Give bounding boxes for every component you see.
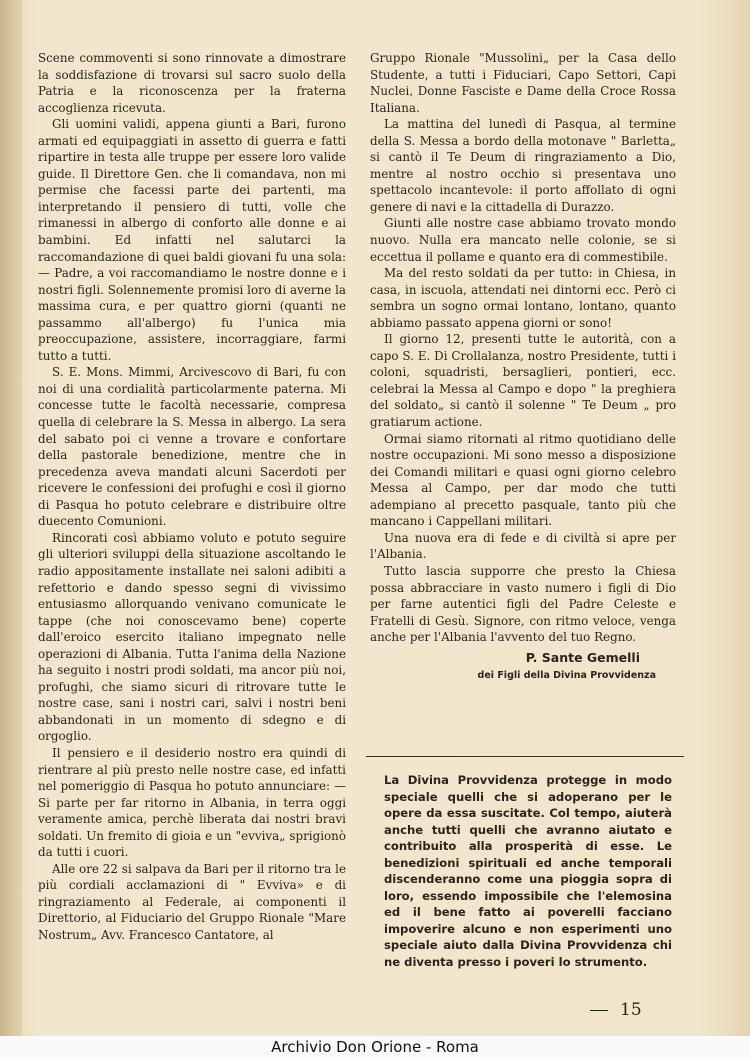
paragraph: La mattina del lunedì di Pasqua, al termine della S. Messa a bordo della motonave " Barletta„ si cantò il Te Deum di ringraziamento a Dio, mentre al nostro occhio si presentava uno spettacolo incantevole: il porto affollato di ogni genere di navi e la cittadella di Durazzo.	[370, 117, 676, 214]
page-number-dash	[590, 1010, 608, 1011]
signature-congregation: dei Figli della Divina Provvidenza	[477, 670, 656, 682]
paragraph: Ormai siamo ritornati al ritmo quotidiano delle nostre occupazioni. Mi sono messo a disposizione dei Comandi militari e quasi ogni giorno celebro Messa al Campo, per dar modo che tutti adempiano al precetto pasquale, tanto più che mancano i Cappellani militari.	[370, 431, 676, 529]
paragraph: Il pensiero e il desiderio nostro era quindi di rientrare al più presto nelle nostre case, ed infatti nel pomeriggio di Pasqua ho potuto annunciare: — Si parte per far ritorno in Albania, in terra oggi veramente amica, perchè liberata dai nostri bravi soldati. Un fremito di gioia e un "evviva„ sprigionò da tutti i cuori.	[38, 745, 346, 860]
paragraph: Gli uomini validi, appena giunti a Bari, furono armati ed equipaggiati in assetto di guerra e fatti ripartire in testa alle truppe per essere loro valide guide. Il Direttore Gen. che li comandava, non mi permise che facessi parte dei partenti, ma interpretando il pensiero di tutti, volle che rimanessi in albergo di conforto alle donne e ai bambini. Ed infatti nel salutarci la raccomandazione di quei baldi giovani fu una sola: — Padre, a voi raccomandiamo le nostre donne e i nostri figli. Solennemente promisi loro di averne la massima cura, e per quattro giorni (quanti ne passammo all'albergo) fu l'unica mia preoccupazione, assistere, incorraggiare, farmi tutto a tutti.	[38, 117, 346, 363]
left-column	[38, 50, 346, 944]
paragraph: Ma del resto soldati da per tutto: in Chiesa, in casa, in iscuola, attendati nei dintorni ecc. Però ci sembra un sogno ormai lontano, lontano, quanto abbiamo passato appena giorni or sono!	[370, 266, 676, 330]
paragraph: Rincorati così abbiamo voluto e potuto seguire gli ulteriori sviluppi della situazione ascoltando le radio appositamente installate nei saloni adibiti a refettorio e dando spesso segni di vivissimo entusiasmo allorquando venivano comunicate le tappe (che noi conoscevamo bene) coperte dall'eroico esercito italiano impegnato nelle operazioni di Albania. Tutta l'anima della Nazione ha seguito i nostri prodi soldati, ma ancor più noi, profughi, che siamo sicuri di ritrovare tutte le nostre case, sani i nostri cari, salvi i nostri beni abbandonati in un momento di sdegno e di orgoglio.	[38, 530, 346, 744]
paragraph: Tutto lascia supporre che presto la Chiesa possa abbracciare in vasto numero i figli di Dio per farne autentici figli del Padre Celeste e Fratelli di Gesù. Signore, con ritmo veloce, venga anche per l'Albania l'avvento del tuo Regno.	[370, 563, 676, 645]
paragraph: Gruppo Rionale "Mussolini„ per la Casa dello Studente, a tutti i Fiduciari, Capo Settori, Capi Nuclei, Donne Fasciste e Dame della Croce Rossa Italiana.	[370, 51, 676, 115]
page-number-value: 15	[620, 1000, 642, 1020]
page-number	[590, 1000, 642, 1020]
paragraph: Scene commoventi si sono rinnovate a dimostrare la soddisfazione di trovarsi sul sacro suolo della Patria e la riconoscenza per la fraterna accoglienza ricevuta.	[38, 51, 346, 115]
paragraph: Il giorno 12, presenti tutte le autorità, con a capo S. E. Di Crollalanza, nostro Presidente, tutti i coloni, squadristi, bersaglieri, pontieri, ecc. celebrai la Messa al Campo e dopo " la preghiera del soldato„ si cantò il solenne " Te Deum „ pro gratiarum actione.	[370, 332, 676, 430]
archive-footer: Archivio Don Orione - Roma	[0, 1036, 750, 1059]
paragraph: Giunti alle nostre case abbiamo trovato mondo nuovo. Nulla era mancato nelle colonie, se si eccettua il pollame e quanto era di commestibile.	[370, 216, 676, 264]
signature-name: P. Sante Gemelli	[525, 649, 640, 665]
right-column	[370, 50, 676, 685]
paragraph: Alle ore 22 si salpava da Bari per il ritorno tra le più cordiali acclamazioni di " Evviva» e di ringraziamento al Federale, ai componenti il Direttorio, al Fiduciario del Gruppo Rionale "Mare Nostrum„ Avv. Francesco Cantatore, al	[38, 861, 346, 942]
providence-note: La Divina Provvidenza protegge in modo speciale quelli che si adoperano per le opere da essa suscitate. Col tempo, aiuterà anche tutti quelli che avranno aiutato e contribuito alla prosperità di esse. Le benedizioni spirituali ed anche temporali discenderanno come una pioggia sopra di loro, essendo impossibile che l'elemosina ed il bene fatto ai poverelli facciano impoverire alcuno e non esperimenti uno speciale aiuto dalla Divina Provvidenza chi ne diventa presso i poveri lo strumento.	[384, 773, 672, 969]
section-divider	[366, 756, 684, 757]
paragraph: Una nuova era di fede e di civiltà si apre per l'Albania.	[370, 530, 676, 562]
binding-edge	[0, 0, 22, 1059]
paragraph: S. E. Mons. Mimmi, Arcivescovo di Bari, fu con noi di una cordialità particolarmente paterna. Mi concesse tutte le facoltà necessarie, compresa quella di celebrare la S. Messa in albergo. La sera del sabato poi ci venne a trovare e confortare della pastorale benedizione, mentre che in precedenza aveva mandati alcuni Sacerdoti per ricevere le confessioni dei profughi e così il giorno di Pasqua ho potuto celebrare e distribuire oltre duecento Comunioni.	[38, 365, 346, 529]
